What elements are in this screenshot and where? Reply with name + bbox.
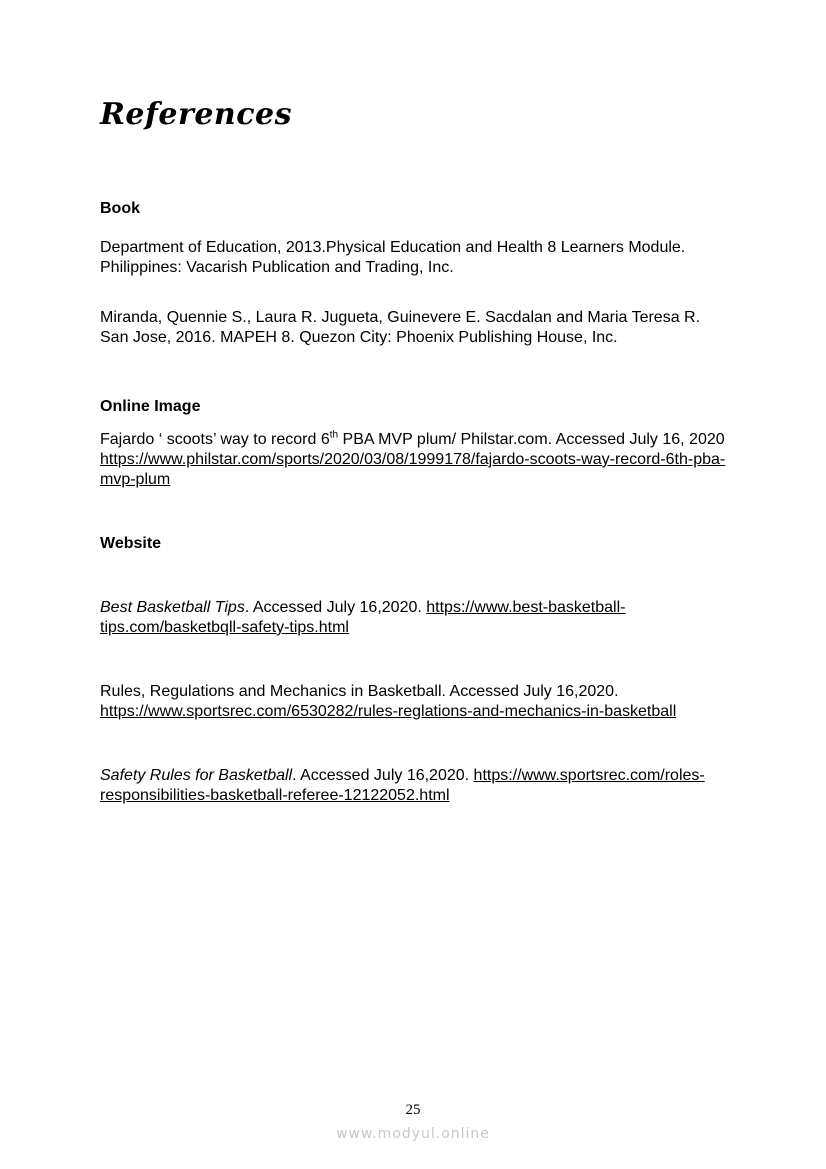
reference-website-1 (100, 598, 730, 638)
reference-title: Best Basketball Tips (100, 599, 245, 616)
reference-link-philstar[interactable]: https://www.philstar.com/sports/2020/03/08/1999178/fajardo-scoots-way-record-6th-pba-mvp-plum (100, 451, 726, 488)
reference-text: . Accessed July 16,2020. (244, 599, 427, 616)
reference-book-2: Miranda, Quennie S., Laura R. Jugueta, Guinevere E. Sacdalan and Maria Teresa R. San Jose, 2016. MAPEH 8. Quezon City: Phoenix Publishing House, Inc. (100, 309, 701, 346)
reference-online-image-1 (100, 430, 730, 490)
ordinal-superscript: th (329, 429, 339, 441)
reference-website-2 (100, 682, 730, 722)
watermark: www.modyul.online (336, 1126, 490, 1142)
page-title: References (100, 97, 292, 132)
reference-link-best-basketball-tips[interactable]: https://www.best-basketball-tips.com/basketbqll-safety-tips.html (100, 599, 626, 636)
reference-title: Safety Rules for Basketball (100, 767, 293, 784)
reference-website-3 (100, 766, 730, 806)
reference-text: Rules, Regulations and Mechanics in Basketball. Accessed July 16,2020. (100, 683, 619, 700)
reference-text: Fajardo ‘ scoots’ way to record 6 (100, 431, 330, 448)
section-heading-website: Website (100, 535, 162, 552)
reference-book-1: Department of Education, 2013.Physical Education and Health 8 Learners Module. Philippines: Vacarish Publication and Trading, Inc. (100, 239, 686, 276)
section-heading-online-image: Online Image (100, 398, 201, 415)
reference-link-sportsrec-rules[interactable]: https://www.sportsrec.com/6530282/rules-reglations-and-mechanics-in-basketball (100, 703, 677, 720)
reference-link-sportsrec-referee[interactable]: https://www.sportsrec.com/roles-responsibilities-basketball-referee-12122052.html (100, 767, 705, 804)
reference-text: PBA MVP plum/ Philstar.com. Accessed July 16, 2020 (338, 431, 725, 448)
section-heading-book: Book (100, 200, 140, 217)
page-number: 25 (405, 1102, 421, 1118)
reference-text: . Accessed July 16,2020. (292, 767, 474, 784)
